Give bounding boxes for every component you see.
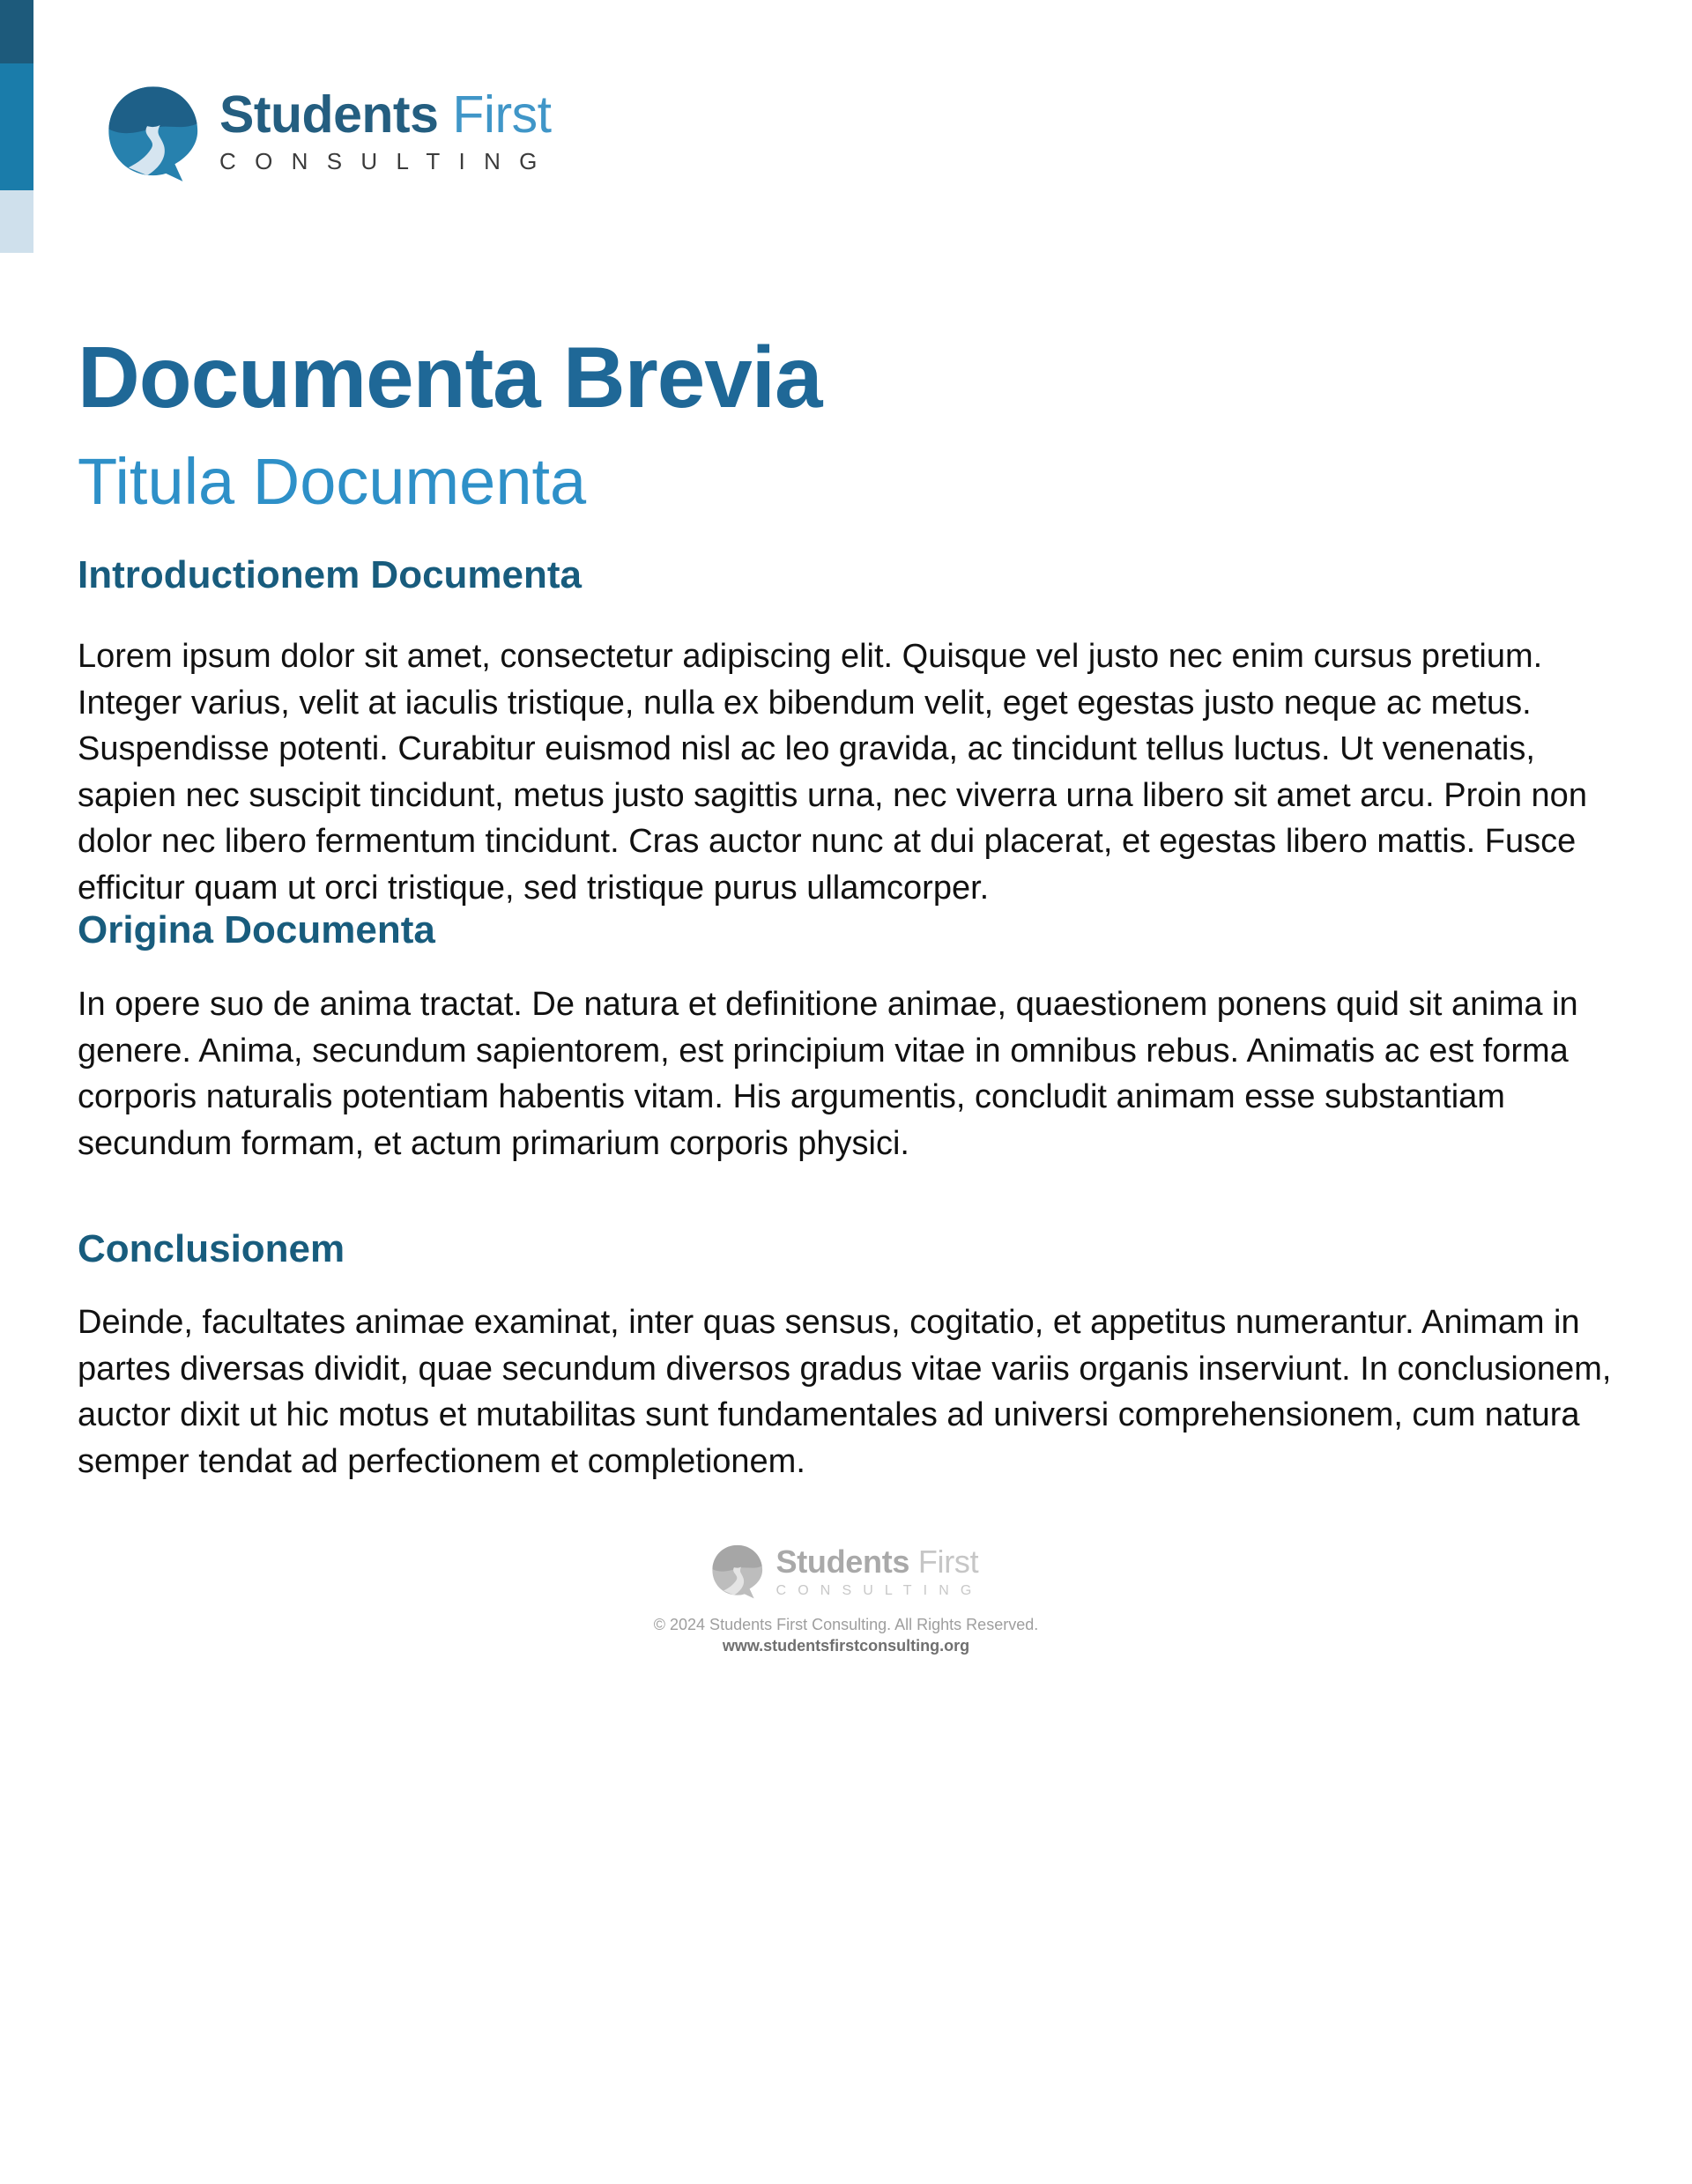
footer-logo-tagline: CONSULTING	[776, 1583, 983, 1598]
logo-wordmark	[219, 85, 556, 144]
stripe-segment-light	[0, 190, 33, 253]
page-subtitle: Titula Documenta	[78, 445, 587, 519]
section-body-conclusionem: Deinde, facultates animae examinat, inter quas sensus, cogitatio, et appetitus numerantur. Animam in partes diversas dividit, quae secundum diversos gradus vitae variis organis inserviunt. In conclusionem, auctor dixit ut hic motus et mutabilitas sunt fundamentales ad universi comprehensionem, cum natura semper tendat ad perfectionem et completionem.	[78, 1304, 1612, 1480]
footer-logo-word-secondary: First	[917, 1544, 979, 1580]
accent-stripe	[0, 0, 33, 253]
section-heading-introductionem: Introductionem Documenta	[78, 553, 583, 596]
page-footer	[0, 1544, 1692, 1655]
section-body-introductionem: Lorem ipsum dolor sit amet, consectetur adipiscing elit. Quisque vel justo nec enim cursus pretium. Integer varius, velit at iaculis tristique, nulla ex bibendum velit, eget egestas justo neque ac metus. Suspendisse potenti. Curabitur euismod nisl ac leo gravida, ac tincidunt tellus luctus. Ut venenatis, sapien nec suscipit tincidunt, metus justo sagittis urna, nec viverra urna libero sit amet arcu. Proin non dolor nec libero fermentum tincidunt. Cras auctor nunc at dui placerat, et egestas libero mattis. Fusce efficitur quam ut orci tristique, sed tristique purus ullamcorper.	[78, 638, 1587, 907]
website-link[interactable]: www.studentsfirstconsulting.org	[722, 1637, 970, 1655]
students-first-logo-icon	[103, 84, 207, 182]
logo-text	[219, 84, 556, 173]
footer-logo-wordmark	[776, 1546, 983, 1578]
page-title: Documenta Brevia	[78, 328, 822, 426]
section-heading-conclusionem: Conclusionem	[78, 1227, 345, 1270]
logo-word-secondary: First	[452, 85, 552, 144]
stripe-segment-dark	[0, 0, 33, 63]
footer-logo	[709, 1544, 983, 1599]
logo-word-primary: Students	[219, 85, 439, 144]
section-body-origina: In opere suo de anima tractat. De natura et definitione animae, quaestionem ponens quid sit anima in genere. Anima, secundum sapientorem, est principium vitae in omnibus rebus. Animatis ac est forma corporis naturalis potentiam habentis vitam. His argumentis, concludit animam esse substantiam secundum formam, et actum primarium corporis physici.	[78, 986, 1578, 1162]
footer-logo-word-primary: Students	[776, 1544, 910, 1580]
section-heading-origina: Origina Documenta	[78, 908, 435, 951]
footer-logo-text	[776, 1544, 983, 1598]
logo-tagline: CONSULTING	[219, 148, 556, 174]
stripe-segment-medium	[0, 63, 33, 190]
header-logo	[103, 84, 556, 182]
copyright-text: © 2024 Students First Consulting. All Rights Reserved.	[653, 1616, 1039, 1633]
students-first-logo-icon-gray	[709, 1544, 768, 1599]
